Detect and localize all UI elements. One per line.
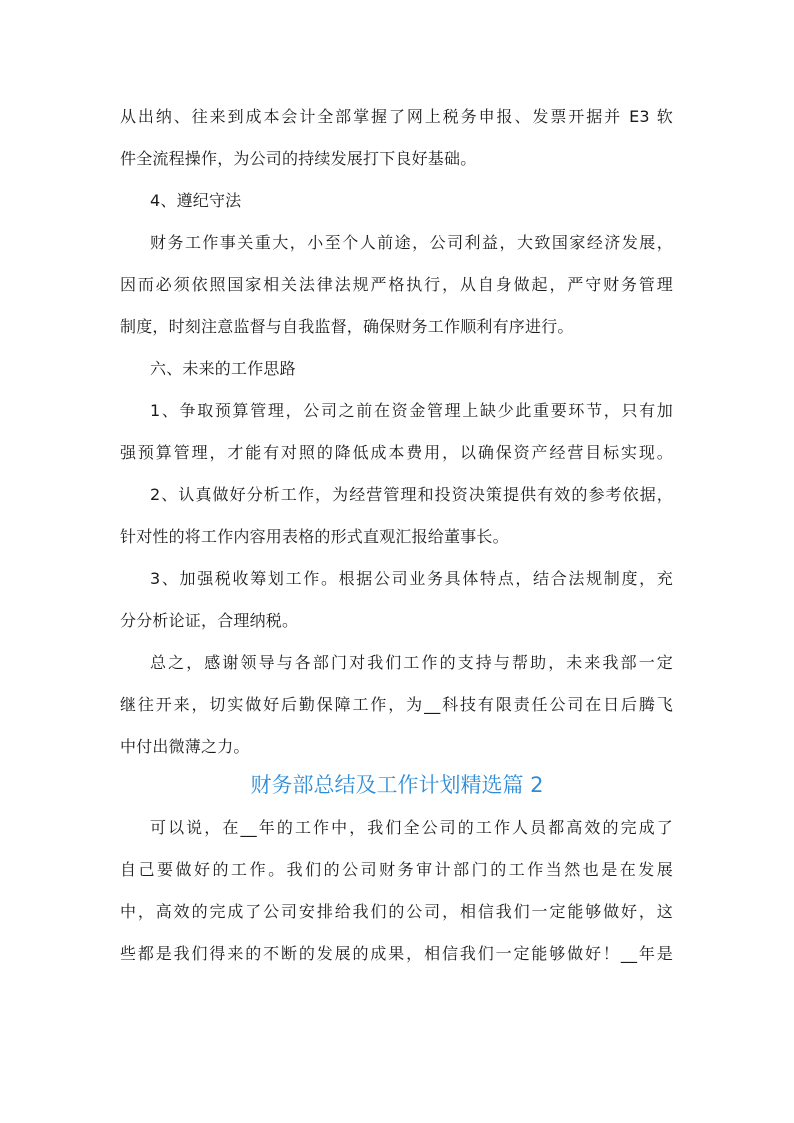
paragraph-line: 制度，时刻注意监督与自我监督，确保财务工作顺利有序进行。 [120,317,574,336]
paragraph-line: 总之，感谢领导与各部门对我们工作的支持与帮助，未来我部一定 [150,653,673,672]
paragraph-line: 自己要做好的工作。我们的公司财务审计部门的工作当然也是在发展 [120,860,673,879]
paragraph-line: 因而必须依照国家相关法律法规严格执行，从自身做起，严守财务管理 [120,275,673,294]
paragraph-line: 中付出微薄之力。 [120,737,250,756]
paragraph-line: 2、认真做好分析工作，为经营管理和投资决策提供有效的参考依据， [150,485,673,504]
paragraph-line: 强预算管理，才能有对照的降低成本费用，以确保资产经营目标实现。 [120,443,673,462]
paragraph-line: 3、加强税收筹划工作。根据公司业务具体特点，结合法规制度，充 [150,569,673,588]
paragraph-line: 可以说，在__年的工作中，我们全公司的工作人员都高效的完成了 [150,818,673,837]
section-heading-line: 4、遵纪守法 [150,191,242,210]
paragraph-line: 财务工作事关重大，小至个人前途，公司利益，大致国家经济发展， [150,233,673,252]
section-heading-line: 六、未来的工作思路 [150,359,296,378]
paragraph-line: 针对性的将工作内容用表格的形式直观汇报给董事长。 [120,527,509,546]
paragraph-line: 些都是我们得来的不断的发展的成果，相信我们一定能够做好！__年是 [120,944,673,963]
paragraph-line: 分分析论证，合理纳税。 [120,611,299,630]
paragraph-line: 继往开来，切实做好后勤保障工作，为__科技有限责任公司在日后腾飞 [120,695,673,714]
paragraph-line: 1、争取预算管理，公司之前在资金管理上缺少此重要环节，只有加 [150,401,673,420]
paragraph-line: 件全流程操作，为公司的持续发展打下良好基础。 [120,149,477,168]
section-title: 财务部总结及工作计划精选篇 2 [250,773,544,797]
paragraph-line: 中，高效的完成了公司安排给我们的公司，相信我们一定能够做好，这 [120,902,673,921]
paragraph-line: 从出纳、往来到成本会计全部掌握了网上税务申报、发票开据并 E3 软 [120,107,673,126]
